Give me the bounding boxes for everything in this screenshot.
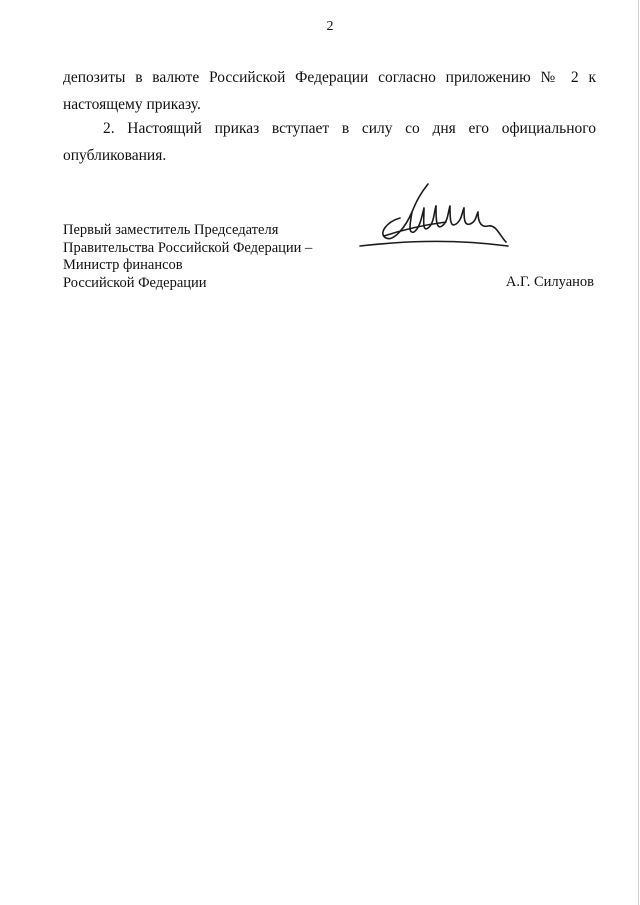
signatory-title-line: Первый заместитель Председателя xyxy=(63,222,279,238)
paragraph-2-line-2: опубликования. xyxy=(63,147,167,164)
paragraph-1 xyxy=(63,64,596,118)
paragraph-2 xyxy=(63,115,596,169)
paragraph-1-line-2: настоящему приказу. xyxy=(63,96,201,113)
paragraph-1-line-1: депозиты в валюте Российской Федерации согласно приложению № 2 к xyxy=(63,69,596,86)
page-edge xyxy=(638,0,639,905)
paragraph-2-line-1: 2. Настоящий приказ вступает в силу со дня его официального xyxy=(103,120,596,137)
signatory-title xyxy=(63,222,312,292)
signer-name: А.Г. Силуанов xyxy=(505,274,594,290)
signatory-title-line: Министр финансов xyxy=(63,257,183,273)
signatory-title-line: Правительства Российской Федерации – xyxy=(63,239,313,256)
signatory-title-line: Российской Федерации xyxy=(63,274,207,291)
page-number: 2 xyxy=(326,19,334,34)
handwritten-signature xyxy=(356,176,516,256)
